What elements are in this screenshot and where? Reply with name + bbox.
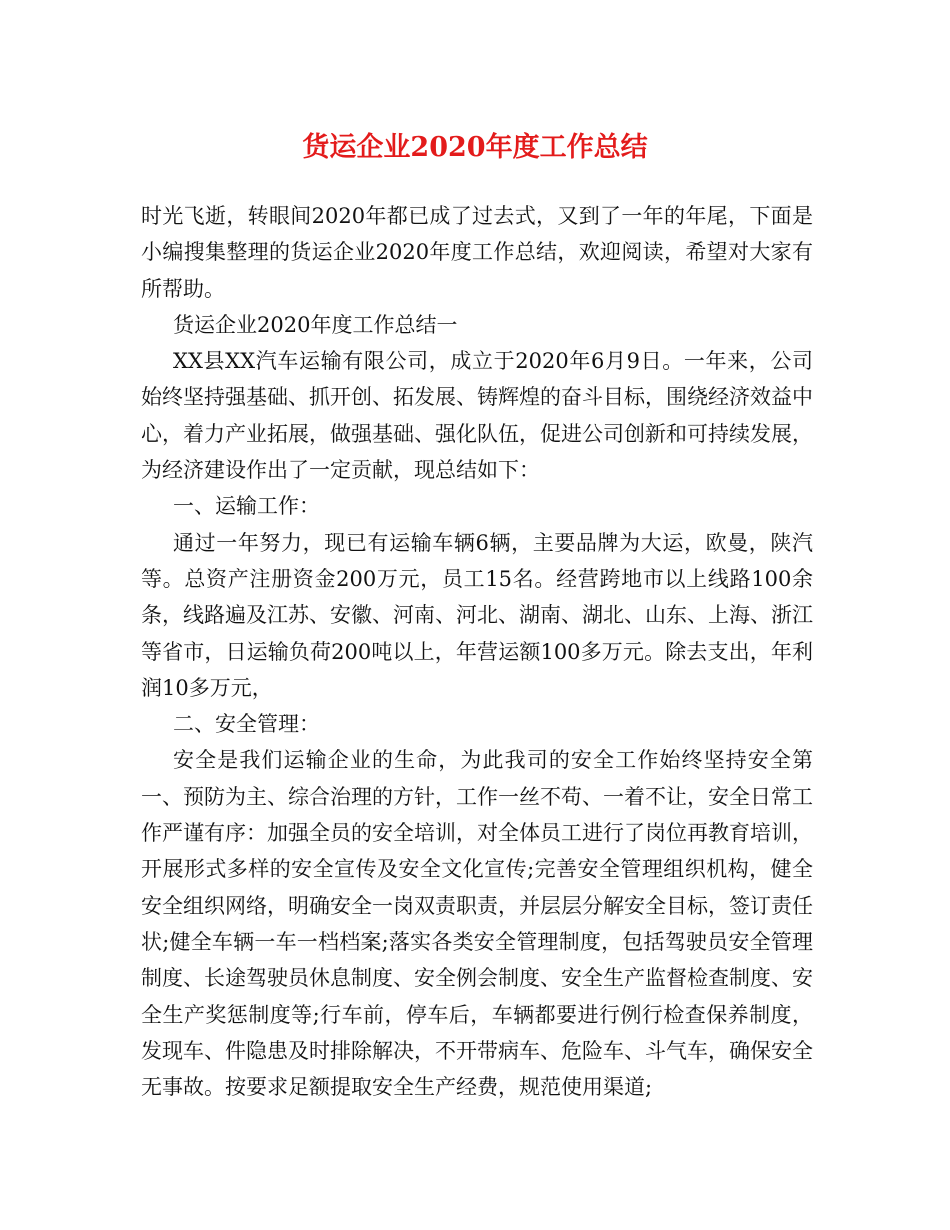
paragraph-intro: 时光飞逝，转眼间2020年都已成了过去式，又到了一年的年尾，下面是小编搜集整理的货运企业2020年度工作总结，欢迎阅读，希望对大家有所帮助。 bbox=[141, 204, 813, 301]
paragraph-safety-management: 安全是我们运输企业的生命，为此我司的安全工作始终坚持安全第一、预防为主、综合治理的方针，工作一丝不苟、一着不让，安全日常工作严谨有序：加强全员的安全培训，对全体员工进行了岗位再教育培训，开展形式多样的安全宣传及安全文化宣传;完善安全管理组织机构，健全安全组织网络，明确安全一岗双责职责，并层层分解安全目标，签订责任状;健全车辆一车一档档案;落实各类安全管理制度，包括驾驶员安全管理制度、长途驾驶员休息制度、安全例会制度、安全生产监督检查制度、安全生产奖惩制度等;行车前，停车后，车辆都要进行例行检查保养制度，发现车、件隐患及时排除解决，不开带病车、危险车、斗气车，确保安全无事故。按要求足额提取安全生产经费，规范使用渠道; bbox=[141, 748, 813, 1100]
heading-safety-management: 二、安全管理： bbox=[173, 712, 320, 737]
document-title: 货运企业2020年度工作总结 bbox=[302, 132, 648, 163]
document-body bbox=[141, 198, 813, 1105]
paragraph-section-title: 货运企业2020年度工作总结一 bbox=[173, 312, 458, 337]
heading-transport-work: 一、运输工作： bbox=[173, 494, 320, 519]
paragraph-company-overview: XX县XX汽车运输有限公司，成立于2020年6月9日。一年来，公司始终坚持强基础、抓开创、拓发展、铸辉煌的奋斗目标，围绕经济效益中心，着力产业拓展，做强基础、强化队伍，促进公司创新和可持续发展，为经济建设作出了一定贡献，现总结如下： bbox=[141, 349, 813, 483]
paragraph-transport-work: 通过一年努力，现已有运输车辆6辆，主要品牌为大运，欧曼，陕汽等。总资产注册资金200万元，员工15名。经营跨地市以上线路100余条，线路遍及江苏、安徽、河南、河北、湖南、湖北、山东、上海、浙江等省市，日运输负荷200吨以上，年营运额100多万元。除去支出，年利润10多万元， bbox=[141, 530, 813, 700]
